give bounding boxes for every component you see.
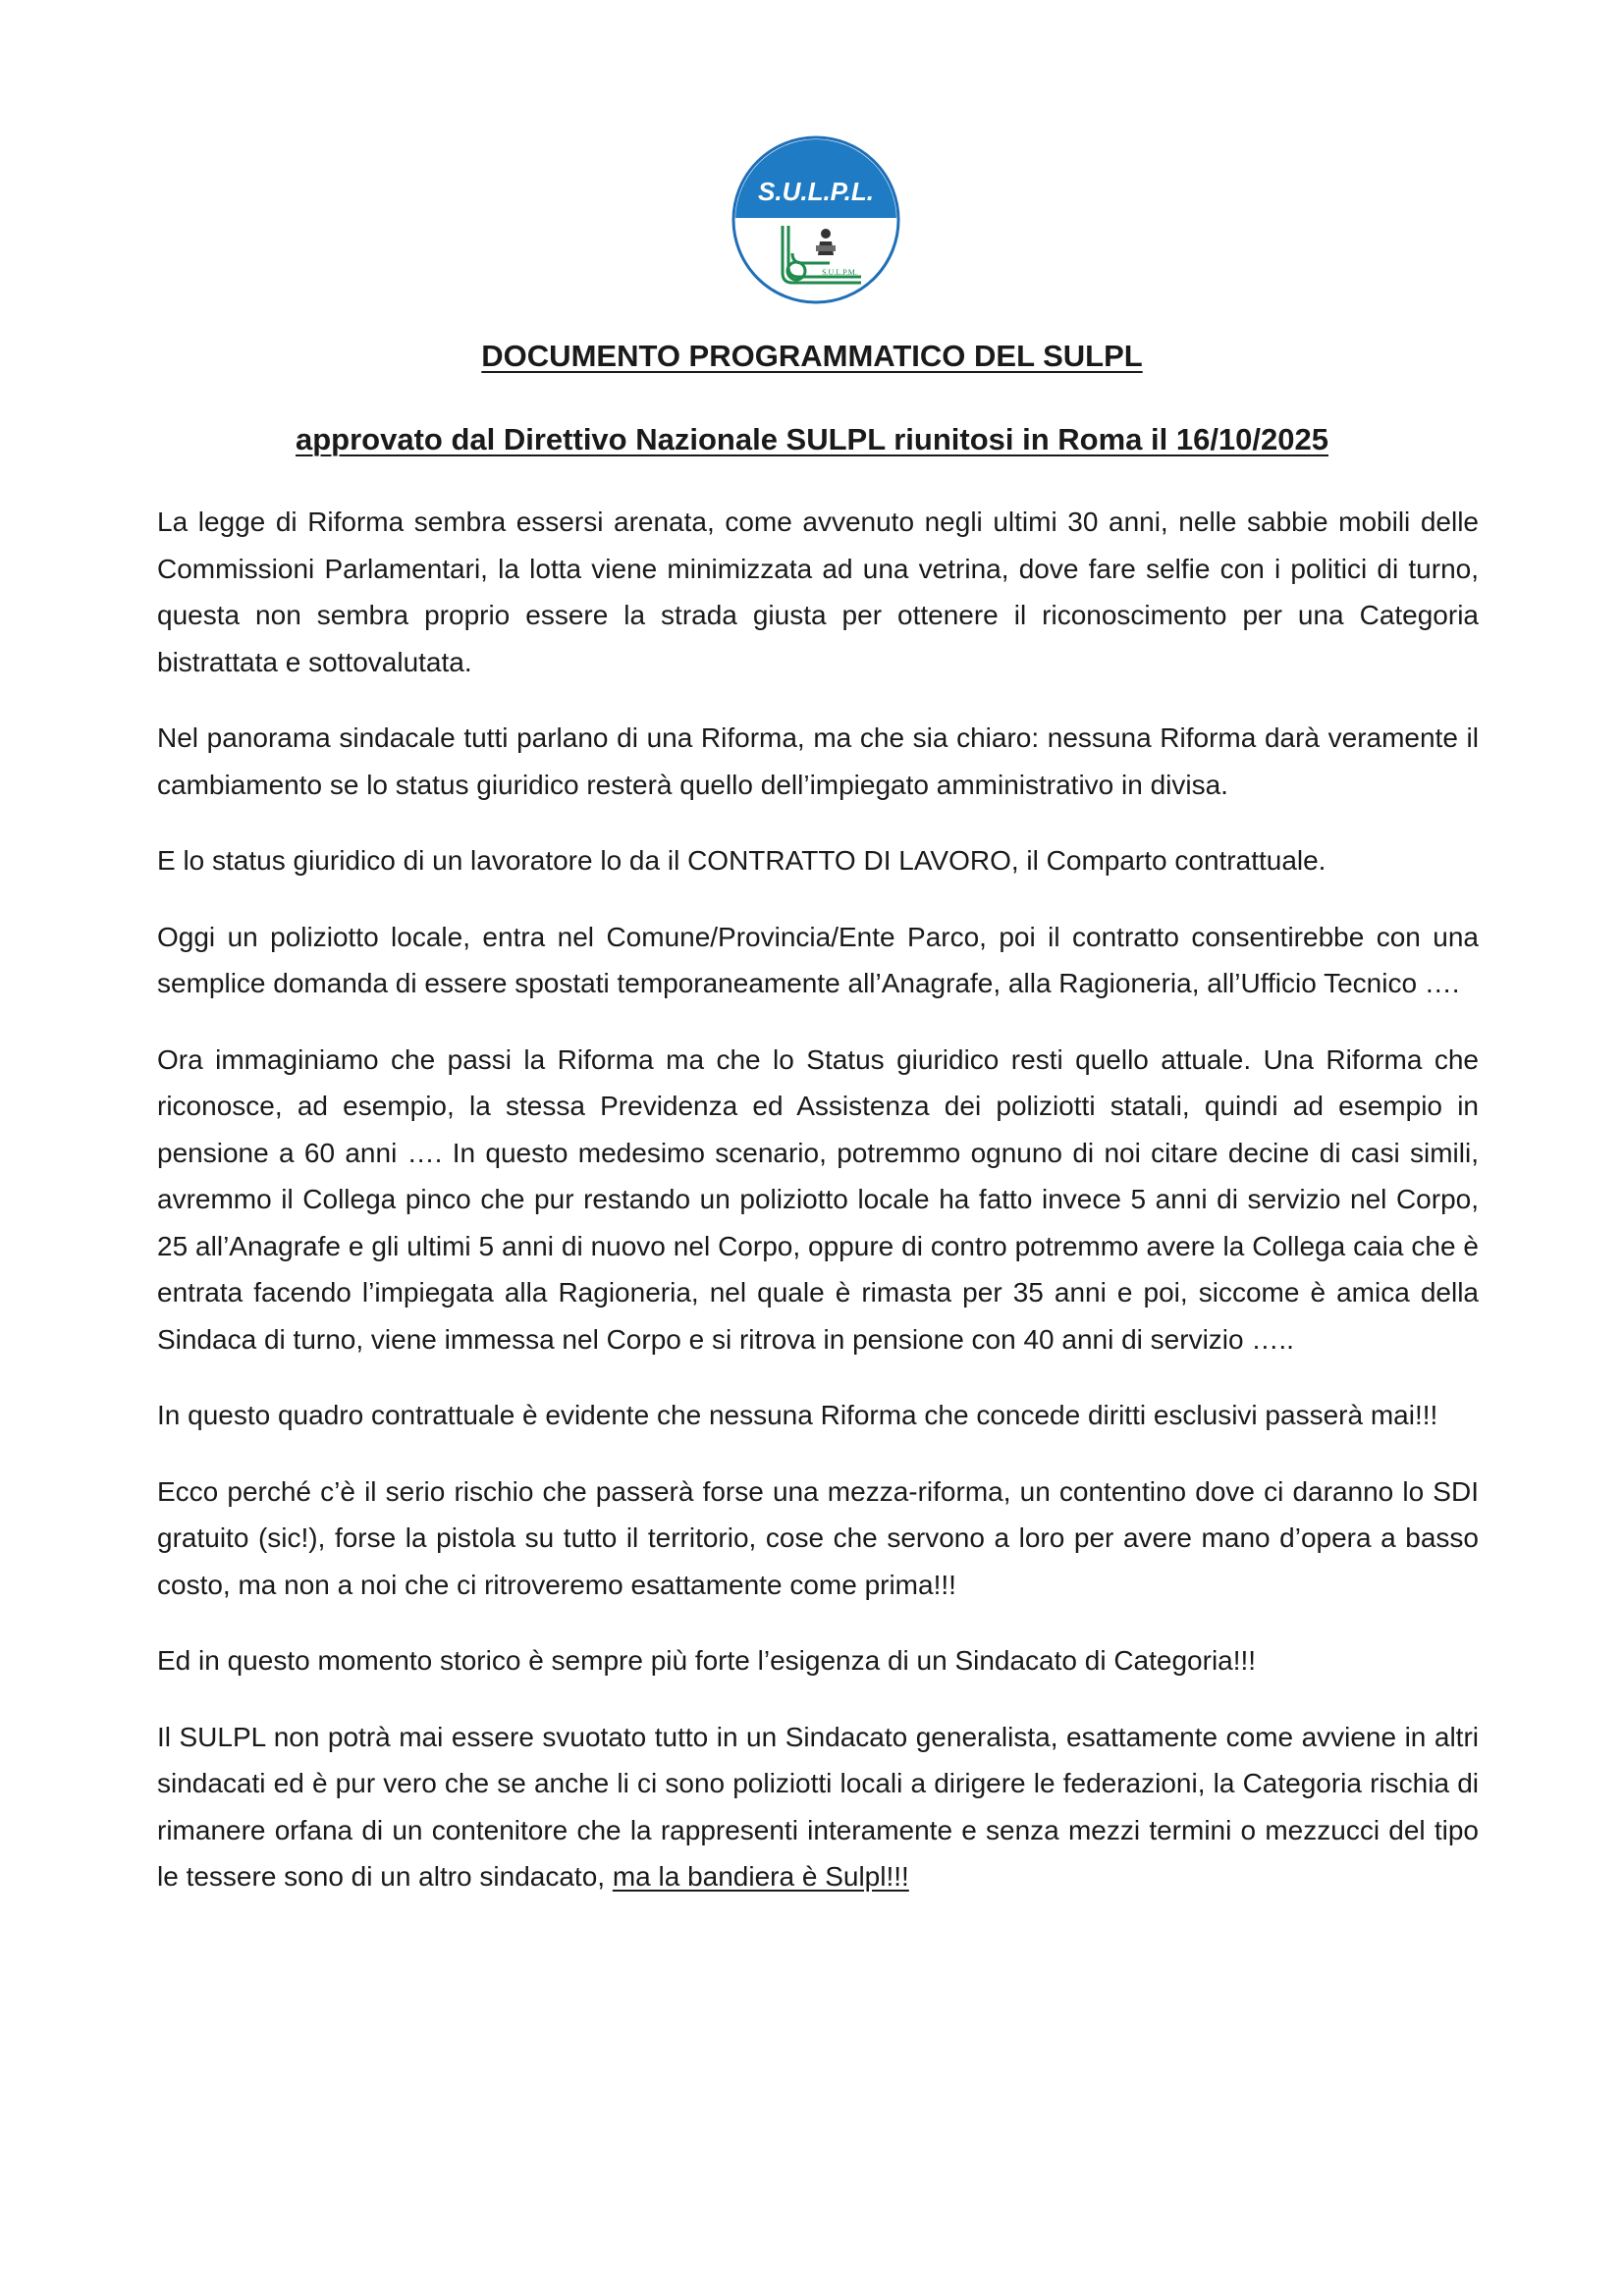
closing-paragraph-text: Il SULPL non potrà mai essere svuotato tutto in un Sindacato generalista, esattamente come avviene in altri sindacati ed è pur vero che se anche li ci sono poliziotti locali a dirigere le federazioni, la Categoria rischia di rimanere orfana di un contenitore che la rappresenti interamente e senza mezzi termini o mezzucci del tipo le tessere sono di un altro sindacato, bbox=[157, 1721, 1479, 1892]
paragraph: Nel panorama sindacale tutti parlano di una Riforma, ma che sia chiaro: nessuna Riforma darà veramente il cambiamento se lo status giuridico resterà quello dell’impiegato amministrativo in divisa. bbox=[157, 722, 1479, 800]
document-subtitle: approvato dal Direttivo Nazionale SULPL riunitosi in Roma il 16/10/2025 bbox=[296, 422, 1328, 456]
paragraph: Ecco perché c’è il serio rischio che passerà forse una mezza-riforma, un contentino dove ci daranno lo SDI gratuito (sic!), forse la pistola su tutto il territorio, cose che servono a loro per avere mano d’opera a basso costo, ma non a noi che ci ritroveremo esattamente come prima!!! bbox=[157, 1475, 1479, 1600]
paragraph: E lo status giuridico di un lavoratore lo da il CONTRATTO DI LAVORO, il Comparto contrattuale. bbox=[157, 845, 1326, 876]
paragraph: Ed in questo momento storico è sempre più forte l’esigenza di un Sindacato di Categoria!!! bbox=[157, 1645, 1257, 1676]
document-body bbox=[157, 499, 1479, 1930]
paragraph: Oggi un poliziotto locale, entra nel Comune/Provincia/Ente Parco, poi il contratto consentirebbe con una semplice domanda di essere spostati temporaneamente all’Anagrafe, alla Ragioneria, all’Ufficio Tecnico …. bbox=[157, 921, 1479, 998]
closing-underlined-text: ma la bandiera è Sulpl!!! bbox=[612, 1861, 909, 1892]
sulpl-logo bbox=[731, 135, 900, 304]
paragraph: Ora immaginiamo che passi la Riforma ma che lo Status giuridico resti quello attuale. Una Riforma che riconosce, ad esempio, la stessa Previdenza ed Assistenza dei poliziotti statali, quindi ad esempio in pensione a 60 anni …. In questo medesimo scenario, potremmo ognuno di noi citare decine di casi simili, avremmo il Collega pinco che pur restando un poliziotto locale ha fatto invece 5 anni di servizio nel Corpo, 25 all’Anagrafe e gli ultimi 5 anni di nuovo nel Corpo, oppure di contro potremmo avere la Collega caia che è entrata facendo l’impiegata alla Ragioneria, nel quale è rimasta per 35 anni e poi, siccome è amica della Sindaca di turno, viene immessa nel Corpo e si ritrova in pensione con 40 anni di servizio ….. bbox=[157, 1043, 1479, 1355]
paragraph: La legge di Riforma sembra essersi arenata, come avvenuto negli ultimi 30 anni, nelle sabbie mobili delle Commissioni Parlamentari, la lotta viene minimizzata ad una vetrina, dove fare selfie con i politici di turno, questa non sembra proprio essere la strada giusta per ottenere il riconoscimento per una Categoria bistrattata e sottovalutata. bbox=[157, 507, 1479, 677]
logo-subtext: S.U.L.P.M. bbox=[822, 268, 857, 277]
paragraph: In questo quadro contrattuale è evidente che nessuna Riforma che concede diritti esclusivi passerà mai!!! bbox=[157, 1400, 1438, 1430]
document-title: DOCUMENTO PROGRAMMATICO DEL SULPL bbox=[481, 339, 1143, 373]
closing-paragraph bbox=[157, 1714, 1479, 1900]
logo-text: S.U.L.P.L. bbox=[758, 177, 874, 206]
